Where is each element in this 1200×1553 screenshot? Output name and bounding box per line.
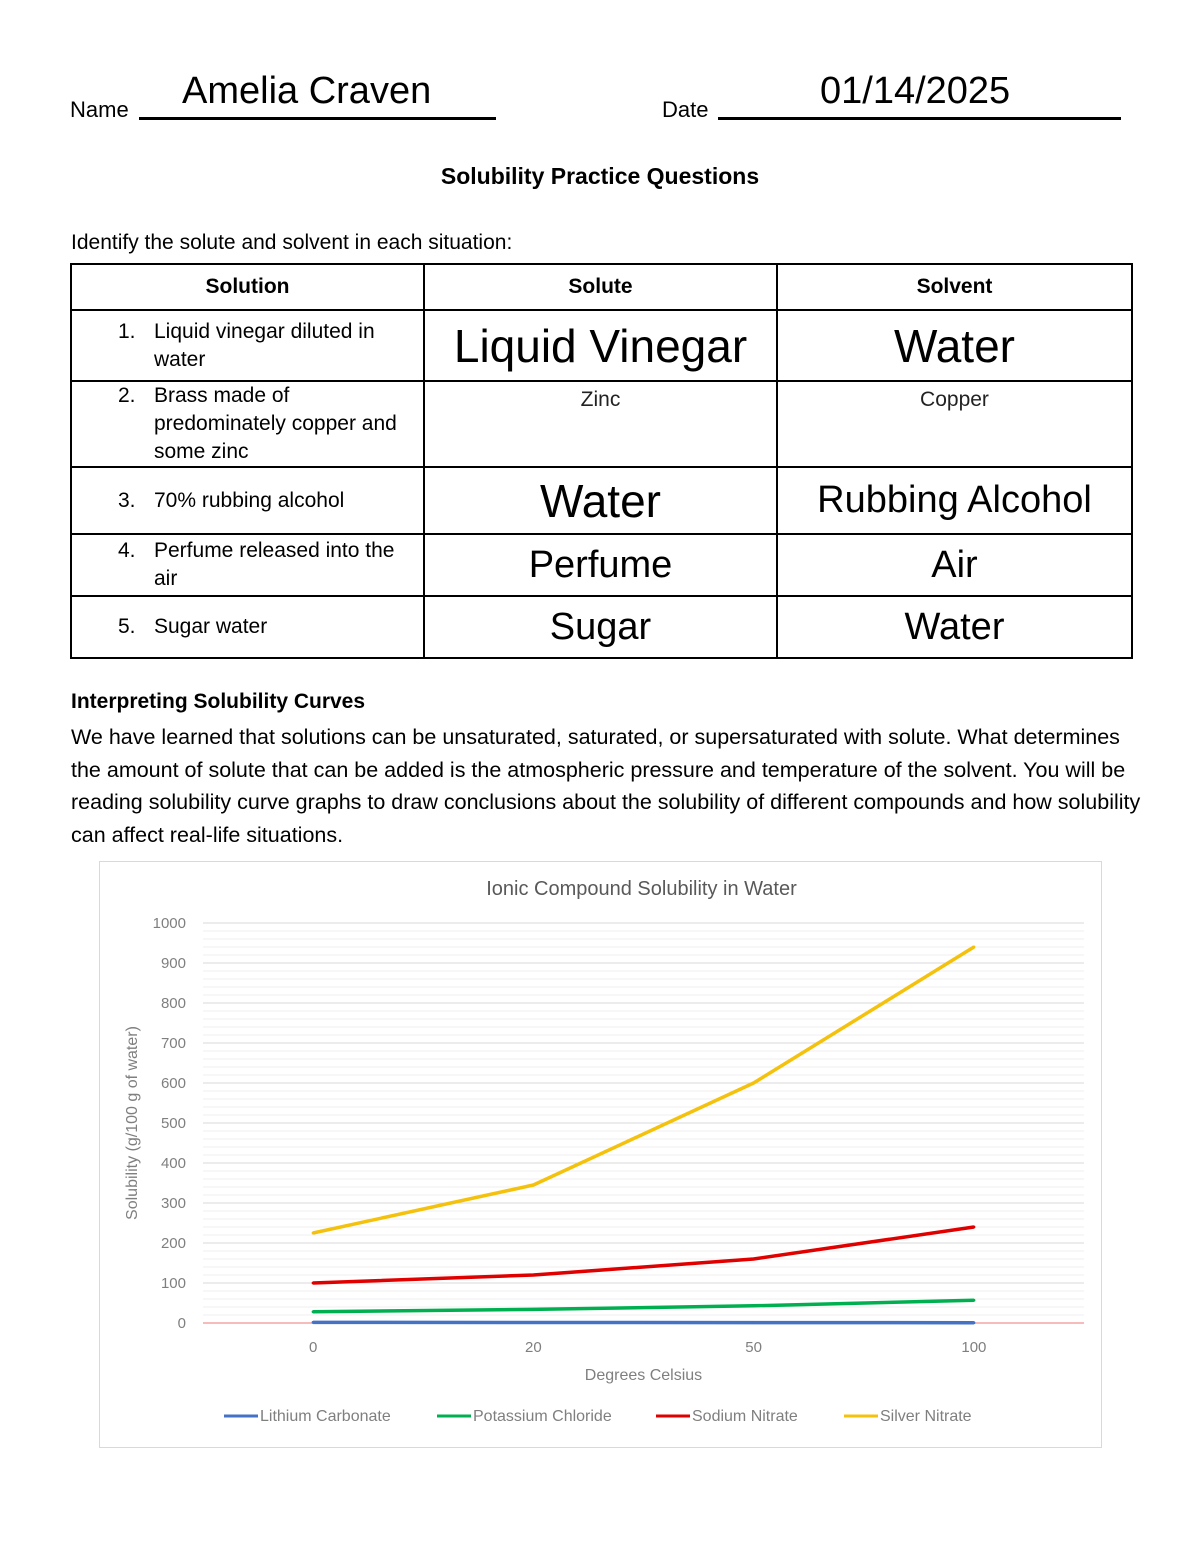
row-number: 4. [118, 539, 136, 562]
header-solute: Solute [424, 264, 777, 310]
name-value[interactable]: Amelia Craven [182, 70, 432, 112]
page-title: Solubility Practice Questions [440, 163, 760, 189]
data-point-lithium-carbonate [752, 1321, 755, 1324]
x-tick-label: 20 [525, 1339, 542, 1356]
solubility-chart [99, 861, 1102, 1448]
legend-label-lithium-carbonate: Lithium Carbonate [260, 1408, 391, 1425]
legend-label-sodium-nitrate: Sodium Nitrate [692, 1408, 798, 1425]
data-point-lithium-carbonate [312, 1321, 315, 1324]
solvent-answer[interactable]: Air [777, 534, 1132, 596]
y-tick-label: 1000 [152, 915, 186, 932]
legend-label-potassium-chloride: Potassium Chloride [473, 1408, 612, 1425]
x-axis-title: Degrees Celsius [584, 1367, 703, 1384]
x-tick-label: 50 [745, 1339, 762, 1356]
solvent-answer[interactable]: Water [777, 596, 1132, 658]
solution-cell [71, 310, 424, 381]
y-tick-label: 0 [177, 1315, 186, 1332]
data-point-sodium-nitrate [312, 1282, 315, 1285]
data-point-potassium-chloride [532, 1308, 535, 1311]
data-point-silver-nitrate [972, 946, 975, 949]
header-solvent: Solvent [777, 264, 1132, 310]
solute-answer[interactable]: Zinc [424, 381, 777, 467]
y-tick-label: 200 [160, 1235, 186, 1252]
section-title: Interpreting Solubility Curves [71, 690, 366, 713]
date-field-line[interactable] [718, 117, 1121, 120]
solution-cell [71, 381, 424, 467]
row-number: 2. [118, 384, 136, 407]
chart-svg [100, 862, 1100, 1446]
solute-answer[interactable]: Perfume [424, 534, 777, 596]
y-tick-label: 400 [160, 1155, 186, 1172]
table-row [71, 467, 1132, 534]
table-header-row [71, 264, 1132, 310]
y-tick-label: 900 [160, 955, 186, 972]
solvent-answer[interactable]: Rubbing Alcohol [777, 467, 1132, 534]
y-tick-label: 700 [160, 1035, 186, 1052]
y-tick-label: 500 [160, 1115, 186, 1132]
solvent-answer[interactable]: Water [777, 310, 1132, 381]
data-point-potassium-chloride [312, 1310, 315, 1313]
table-row [71, 534, 1132, 596]
date-label: Date [662, 97, 709, 122]
name-label: Name [70, 97, 129, 122]
series-line-potassium-chloride [313, 1300, 974, 1312]
y-tick-label: 300 [160, 1195, 186, 1212]
x-tick-label: 100 [961, 1339, 987, 1356]
data-point-potassium-chloride [972, 1299, 975, 1302]
solution-cell [71, 534, 424, 596]
data-point-sodium-nitrate [532, 1274, 535, 1277]
table-row [71, 381, 1132, 467]
data-point-potassium-chloride [752, 1304, 755, 1307]
data-point-sodium-nitrate [752, 1258, 755, 1261]
y-axis-title: Solubility (g/100 g of water) [124, 1026, 141, 1220]
instruction-text: Identify the solute and solvent in each situation: [71, 231, 513, 254]
solution-text: Sugar water [154, 615, 268, 638]
data-point-silver-nitrate [312, 1232, 315, 1235]
series-line-silver-nitrate [313, 947, 974, 1233]
data-point-lithium-carbonate [532, 1321, 535, 1324]
solvent-answer[interactable]: Copper [777, 381, 1132, 467]
data-point-sodium-nitrate [972, 1226, 975, 1229]
row-number: 3. [118, 488, 136, 512]
y-tick-label: 100 [160, 1275, 186, 1292]
data-point-silver-nitrate [532, 1184, 535, 1187]
table-row [71, 310, 1132, 381]
solution-text: Brass made of predominately copper and some zinc [154, 384, 397, 463]
solution-text: 70% rubbing alcohol [154, 488, 345, 512]
date-value[interactable]: 01/14/2025 [820, 70, 1011, 112]
row-number: 1. [118, 319, 136, 343]
solute-answer[interactable]: Sugar [424, 596, 777, 658]
data-point-lithium-carbonate [972, 1321, 975, 1324]
solution-text: Perfume released into the air [154, 539, 395, 590]
data-point-silver-nitrate [752, 1082, 755, 1085]
chart-title: Ionic Compound Solubility in Water [486, 878, 797, 900]
solute-solvent-table [70, 263, 1133, 659]
solute-answer[interactable]: Water [424, 467, 777, 534]
name-field-line[interactable] [139, 117, 496, 120]
solution-text: Liquid vinegar diluted in water [154, 319, 375, 371]
legend-label-silver-nitrate: Silver Nitrate [880, 1408, 972, 1425]
y-tick-label: 600 [160, 1075, 186, 1092]
row-number: 5. [118, 615, 136, 638]
y-tick-label: 800 [160, 995, 186, 1012]
solution-cell [71, 467, 424, 534]
solution-cell [71, 596, 424, 658]
table-row [71, 596, 1132, 658]
solute-answer[interactable]: Liquid Vinegar [424, 310, 777, 381]
header-solution: Solution [71, 264, 424, 310]
x-tick-label: 0 [308, 1339, 318, 1356]
section-paragraph: We have learned that solutions can be unsaturated, saturated, or supersaturated with solute. What determines the amount of solute that can be added is the atmospheric pressure and temperature of the solvent. You will be reading solubility curve graphs to draw conclusions about the solubility of different compounds and how solubility can affect real-life situations. [71, 725, 1141, 847]
